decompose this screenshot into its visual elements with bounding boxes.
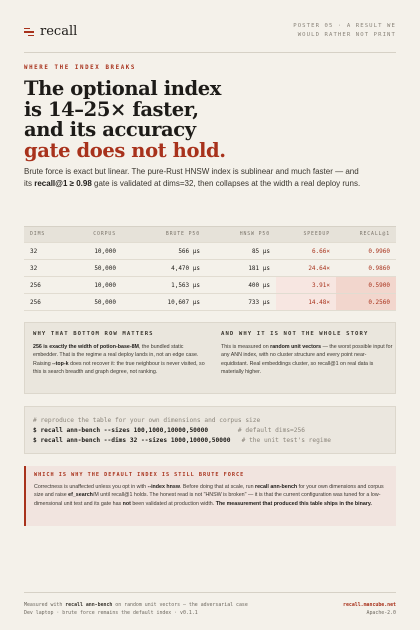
cell-dims: 256 [30, 281, 41, 289]
footer-text-2: on random unit vectors — the adversarial case [112, 602, 248, 608]
poster-meta-line-1: POSTER 05 · A RESULT WE [293, 23, 396, 29]
cell-brute: 566 µs [178, 247, 200, 255]
explainer-right-title: AND WHY IT IS NOT THE WHOLE STORY [221, 331, 369, 337]
cell-dims: 256 [30, 298, 41, 306]
headline-line-2: is 14–25× faster, [24, 97, 199, 121]
code-line-1 [33, 426, 387, 436]
code-inline-comment-2: # the unit test's regime [241, 437, 332, 444]
cell-corpus: 10,000 [94, 247, 116, 255]
col-header-recall: RECALL@1 [359, 232, 390, 237]
cell-recall: 0.9860 [368, 264, 390, 272]
headline-line-3: and its accuracy [24, 118, 196, 141]
explainer-panel [24, 322, 396, 394]
cell-speedup: 14.48× [276, 294, 336, 310]
poster-meta [293, 22, 396, 39]
explainer-right-text [221, 343, 393, 377]
explainer-left-bold: 256 is exactly the width of potion-base-8M [33, 344, 139, 350]
explainer-left-text-2: does not recover it: the true neighbour is never visited, so this is search breadth and graph degree, not ranking. [33, 360, 205, 376]
headline [24, 79, 324, 161]
cell-recall: 0.9960 [368, 247, 390, 255]
benchmark-table [24, 226, 396, 311]
callout-title: WHICH IS WHY THE DEFAULT INDEX IS STILL BRUTE FORCE [34, 472, 245, 478]
lede-text-1: Brute force is exact but linear. The pure-Rust HNSW index is sublinear and much faster — and its [24, 167, 359, 188]
col-header-speedup: SPEEDUP [303, 232, 330, 237]
code-block[interactable] [24, 406, 396, 454]
footer-divider [24, 592, 396, 593]
poster-header [24, 20, 396, 46]
license-label: Apache-2.0 [366, 610, 396, 616]
explainer-left [33, 331, 205, 377]
table-row [24, 243, 396, 260]
footer-notes [24, 601, 248, 617]
callout-flag-index: --index hnsw [147, 484, 180, 490]
code-line-2 [33, 436, 387, 446]
callout-box [24, 466, 396, 526]
callout-text-5: been validated at production width. [130, 500, 216, 507]
headline-line-1: The optional index [24, 77, 222, 100]
explainer-right [221, 331, 393, 377]
explainer-left-title: WHY THAT BOTTOM ROW MATTERS [33, 331, 154, 337]
cell-brute: 4,470 µs [171, 264, 200, 272]
col-header-brute-p50: BRUTE P50 [165, 232, 200, 237]
cell-corpus: 10,000 [94, 281, 116, 289]
brand-name: recall [40, 24, 78, 39]
cell-recall-failing: 0.2560 [336, 294, 396, 310]
cell-corpus: 50,000 [94, 264, 116, 272]
col-header-dims: DIMS [30, 232, 46, 237]
callout-emphasis: not [122, 500, 131, 507]
brand[interactable] [24, 24, 77, 39]
callout-text-4: /M until recall@1 holds. The honest read is not "HNSW is broken" — it is that the current configuration was tuned for a low-dimensional unit test and its gate has [34, 492, 381, 507]
callout-param: ef_search [68, 492, 93, 499]
header-divider [24, 52, 396, 53]
code-command-1: $ recall ann-bench --sizes 100,1000,10000,50000 [33, 427, 209, 434]
table-row [24, 277, 396, 294]
cell-corpus: 50,000 [94, 298, 116, 306]
footer-command: recall ann-bench [65, 602, 113, 608]
explainer-left-text [33, 343, 205, 377]
callout-command: recall ann-bench [255, 484, 298, 490]
cell-dims: 32 [30, 247, 38, 255]
code-command-2: $ recall ann-bench --dims 32 --sizes 1000,10000,50000 [33, 437, 231, 444]
callout-text [34, 483, 388, 508]
eyebrow: WHERE THE INDEX BREAKS [24, 65, 136, 71]
cell-hnsw: 400 µs [248, 281, 270, 289]
poster-meta-line-2: WOULD RATHER NOT PRINT [297, 31, 396, 38]
cell-dims: 32 [30, 264, 38, 272]
cell-brute: 10,607 µs [167, 298, 200, 306]
cell-hnsw: 733 µs [248, 298, 270, 306]
code-comment: # reproduce the table for your own dimensions and corpus size [33, 417, 261, 424]
cell-hnsw: 85 µs [251, 247, 270, 255]
site-link[interactable]: recall.mancube.net [343, 602, 396, 608]
explainer-left-flag: --top-k [52, 360, 69, 367]
headline-line-4: gate does not hold. [24, 138, 226, 162]
explainer-right-bold: random unit vectors [270, 344, 322, 350]
lede-text-2: gate is validated at dims=32, then collapses at the width a real deploy runs. [91, 179, 361, 188]
code-inline-comment-1: # default dims=256 [237, 427, 305, 434]
col-header-hnsw-p50: HNSW P50 [239, 232, 270, 237]
explainer-right-text-2: — the worst possible input for any ANN index, with no cluster structure and every point near-equidistant. Real embeddings cluster, so recall@1 on real data is materially higher. [221, 344, 393, 376]
cell-hnsw: 181 µs [248, 264, 270, 272]
explainer-right-text-1: This is measured on [221, 344, 271, 350]
lede-paragraph [24, 166, 364, 190]
footer-text-1: Measured with [24, 602, 66, 608]
callout-text-3: for your own dimensions and corpus size and raise [34, 484, 384, 499]
table-row [24, 260, 396, 277]
col-header-corpus: CORPUS [93, 232, 116, 237]
table-header-row [24, 227, 396, 243]
cell-speedup: 3.91× [276, 277, 336, 293]
cell-speedup: 6.66× [311, 247, 330, 255]
lede-bold: recall@1 ≥ 0.98 [34, 179, 92, 188]
callout-conclusion: The measurement that produced this table ships in the binary. [215, 500, 372, 507]
callout-text-1: Correctness is unaffected unless you opt in with [34, 484, 148, 490]
recall-logo-icon [24, 27, 34, 37]
cell-brute: 1,563 µs [171, 281, 200, 289]
footer-line-2: Dev laptop · brute force remains the default index · v0.1.1 [24, 610, 198, 616]
callout-text-2: . Before doing that at scale, run [179, 484, 256, 490]
table-row [24, 294, 396, 311]
footer-links [343, 601, 396, 617]
cell-recall-failing: 0.5900 [336, 277, 396, 293]
explainer-left-text-1: , the bundled static embedder. That is the regime a real deploy lands in, not an edge case. Raising [33, 344, 199, 367]
footer-line-1 [24, 601, 248, 609]
cell-speedup: 24.64× [308, 264, 330, 272]
